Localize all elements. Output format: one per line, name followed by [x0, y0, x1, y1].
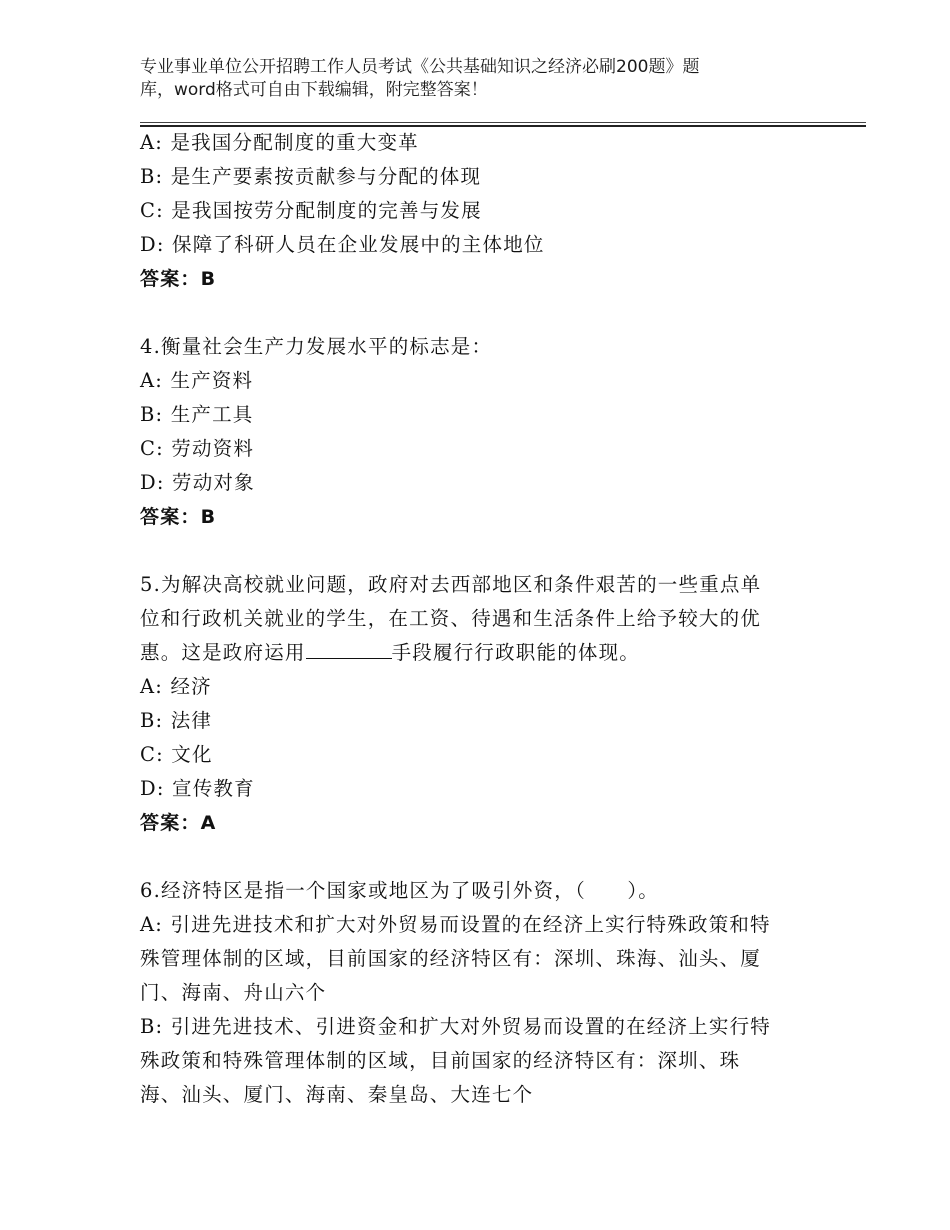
question-3	[140, 126, 820, 296]
option-a-line-2: 殊管理体制的区域，目前国家的经济特区有：深圳、珠海、汕头、厦	[140, 947, 762, 970]
option-d: D: 劳动对象	[140, 471, 255, 494]
option-b-line-2: 殊政策和特殊管理体制的区域，目前国家的经济特区有：深圳、珠	[140, 1049, 741, 1072]
option-d: D: 保障了科研人员在企业发展中的主体地位	[140, 233, 545, 256]
document-header	[140, 56, 780, 102]
question-stem: 6.经济特区是指一个国家或地区为了吸引外资，（ ）。	[140, 879, 660, 902]
question-stem-line-2: 位和行政机关就业的学生，在工资、待遇和生活条件上给予较大的优	[140, 607, 762, 630]
option-a-line-3: 门、海南、舟山六个	[140, 981, 327, 1004]
spacer	[140, 534, 820, 568]
option-a: A: 是我国分配制度的重大变革	[140, 131, 419, 154]
spacer	[140, 296, 820, 330]
question-4	[140, 330, 820, 534]
option-b: B: 是生产要素按贡献参与分配的体现	[140, 165, 482, 188]
stem-text-before-blank: 惠。这是政府运用	[140, 641, 306, 664]
answer: 答案：B	[140, 268, 217, 290]
option-b-line-1: B: 引进先进技术、引进资金和扩大对外贸易而设置的在经济上实行特	[140, 1015, 771, 1038]
header-line-2: 库，word格式可自由下载编辑，附完整答案！	[140, 80, 488, 100]
option-c: C: 劳动资料	[140, 437, 255, 460]
header-divider-thin	[140, 122, 866, 123]
option-a-line-1: A: 引进先进技术和扩大对外贸易而设置的在经济上实行特殊政策和特	[140, 913, 771, 936]
fill-in-blank	[306, 639, 392, 659]
question-stem-line-3	[140, 636, 820, 670]
option-c: C: 文化	[140, 743, 213, 766]
header-line-1: 专业事业单位公开招聘工作人员考试《公共基础知识之经济必刷200题》题	[140, 57, 700, 77]
option-b: B: 法律	[140, 709, 213, 732]
question-stem-line-1: 5.为解决高校就业问题，政府对去西部地区和条件艰苦的一些重点单	[140, 573, 762, 596]
option-d: D: 宣传教育	[140, 777, 255, 800]
spacer	[140, 840, 820, 874]
answer: 答案：A	[140, 812, 217, 834]
option-b: B: 生产工具	[140, 403, 254, 426]
option-c: C: 是我国按劳分配制度的完善与发展	[140, 199, 482, 222]
answer: 答案：B	[140, 506, 217, 528]
option-a: A: 生产资料	[140, 369, 254, 392]
question-stem: 4.衡量社会生产力发展水平的标志是：	[140, 335, 493, 358]
question-5	[140, 568, 820, 840]
option-a: A: 经济	[140, 675, 212, 698]
question-6	[140, 874, 820, 1112]
question-list	[140, 126, 820, 1112]
stem-text-after-blank: 手段履行行政职能的体现。	[391, 641, 641, 664]
option-b-line-3: 海、汕头、厦门、海南、秦皇岛、大连七个	[140, 1083, 534, 1106]
